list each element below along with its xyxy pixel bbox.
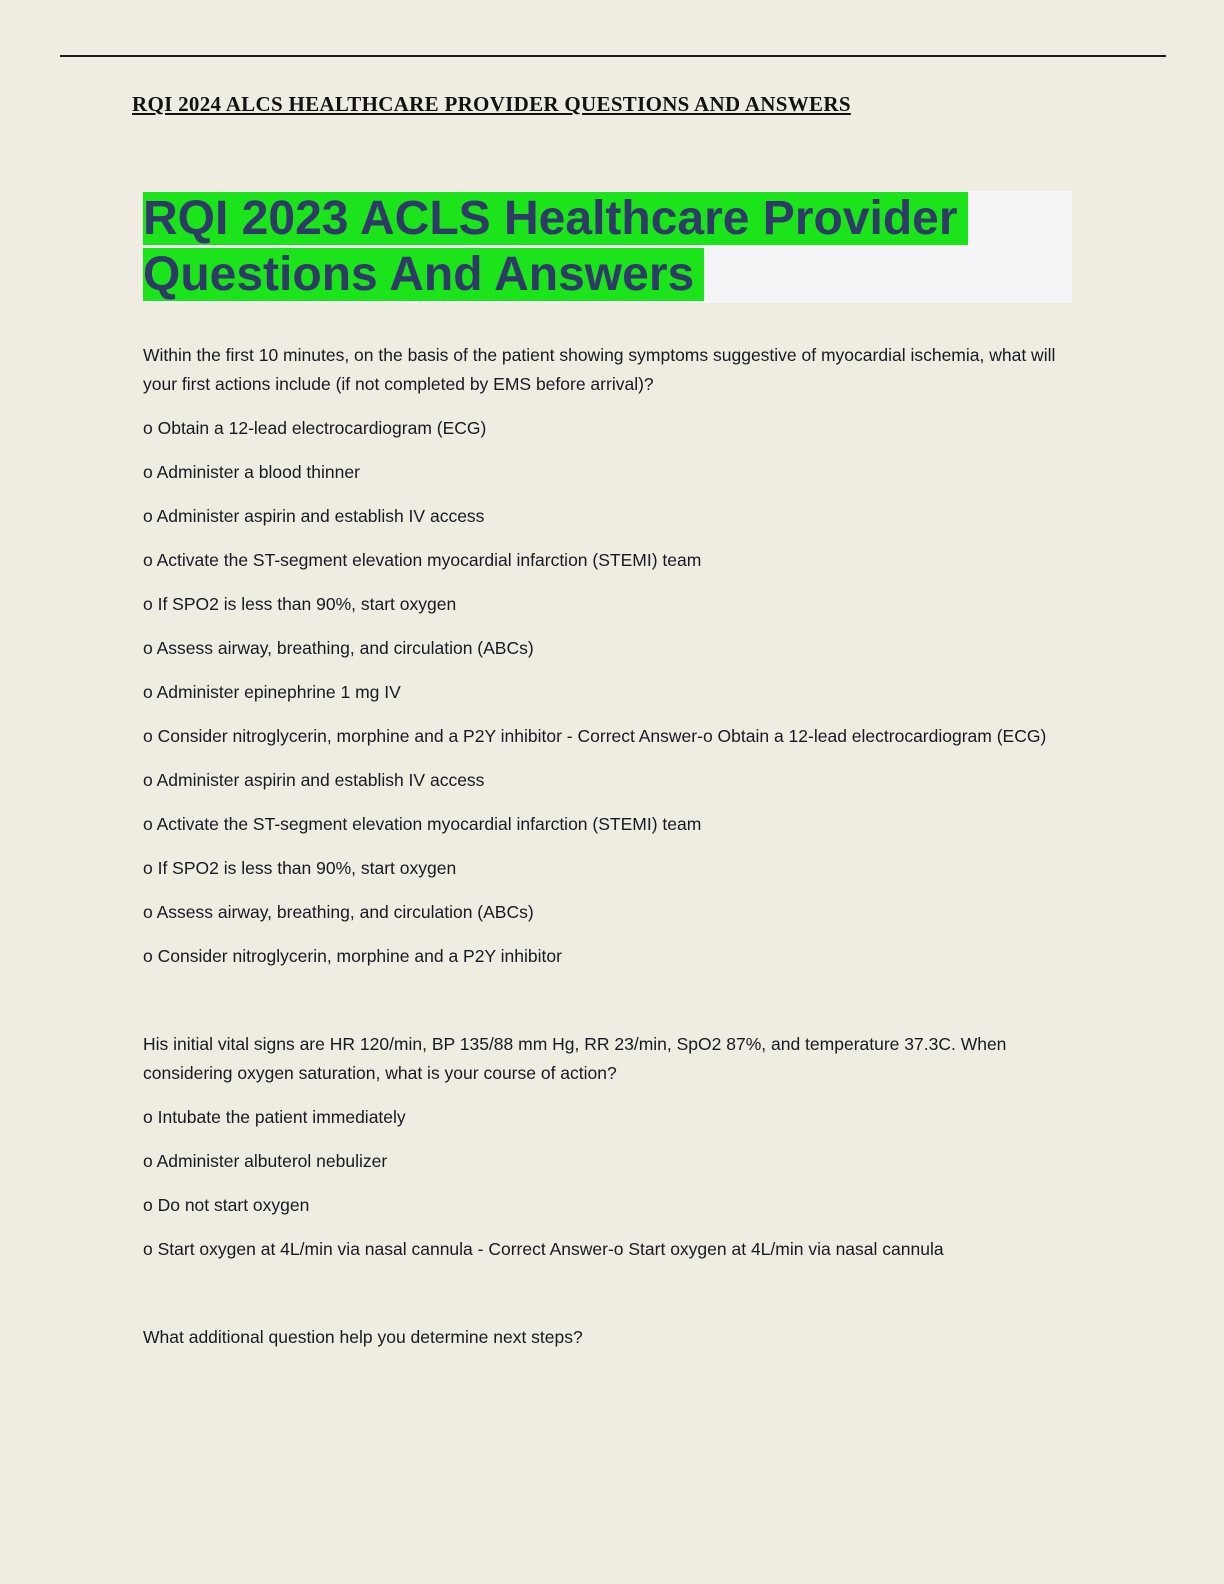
highlighted-title-text: RQI 2023 ACLS Healthcare Provider <box>143 192 968 245</box>
document-header: RQI 2024 ALCS HEALTHCARE PROVIDER QUESTIONS AND ANSWERS <box>132 92 851 116</box>
answer-option: o Administer epinephrine 1 mg IV <box>143 682 401 702</box>
answer-option: o Administer albuterol nebulizer <box>143 1151 388 1171</box>
answer-option: o Activate the ST-segment elevation myocardial infarction (STEMI) team <box>143 550 702 570</box>
answer-option: o Administer aspirin and establish IV access <box>143 506 485 526</box>
answer-option: o If SPO2 is less than 90%, start oxygen <box>143 594 457 614</box>
highlighted-title-text: Questions And Answers <box>143 248 704 301</box>
correct-answer-line: o Start oxygen at 4L/min via nasal cannula - Correct Answer-o Start oxygen at 4L/min via nasal cannula <box>143 1239 944 1259</box>
question-block-2 <box>143 1030 1083 1264</box>
title-line-1 <box>143 191 1072 247</box>
correct-answer-line: o Consider nitroglycerin, morphine and a P2Y inhibitor - Correct Answer-o Obtain a 12-lead electrocardiogram (ECG) <box>143 726 1047 746</box>
answer-option: o Activate the ST-segment elevation myocardial infarction (STEMI) team <box>143 814 702 834</box>
question-text: Within the first 10 minutes, on the basis of the patient showing symptoms suggestive of myocardial ischemia, what will your first actions include (if not completed by EMS before arrival)? <box>143 345 1056 394</box>
title-panel <box>143 191 1072 303</box>
document-body <box>143 341 1083 1367</box>
answer-option: o Assess airway, breathing, and circulation (ABCs) <box>143 902 534 922</box>
answer-option: o Administer a blood thinner <box>143 462 360 482</box>
title-line-2 <box>143 247 1072 303</box>
question-text: His initial vital signs are HR 120/min, BP 135/88 mm Hg, RR 23/min, SpO2 87%, and temperature 37.3C. When considering oxygen saturation, what is your course of action? <box>143 1034 1007 1083</box>
top-rule <box>60 55 1166 57</box>
answer-option: o Consider nitroglycerin, morphine and a P2Y inhibitor <box>143 946 562 966</box>
question-block-1 <box>143 341 1083 971</box>
answer-option: o Do not start oxygen <box>143 1195 310 1215</box>
question-text: What additional question help you determine next steps? <box>143 1327 583 1347</box>
answer-option: o If SPO2 is less than 90%, start oxygen <box>143 858 457 878</box>
answer-option: o Assess airway, breathing, and circulation (ABCs) <box>143 638 534 658</box>
question-block-3 <box>143 1323 1083 1352</box>
answer-option: o Obtain a 12-lead electrocardiogram (ECG) <box>143 418 487 438</box>
answer-option: o Intubate the patient immediately <box>143 1107 406 1127</box>
answer-option: o Administer aspirin and establish IV access <box>143 770 485 790</box>
